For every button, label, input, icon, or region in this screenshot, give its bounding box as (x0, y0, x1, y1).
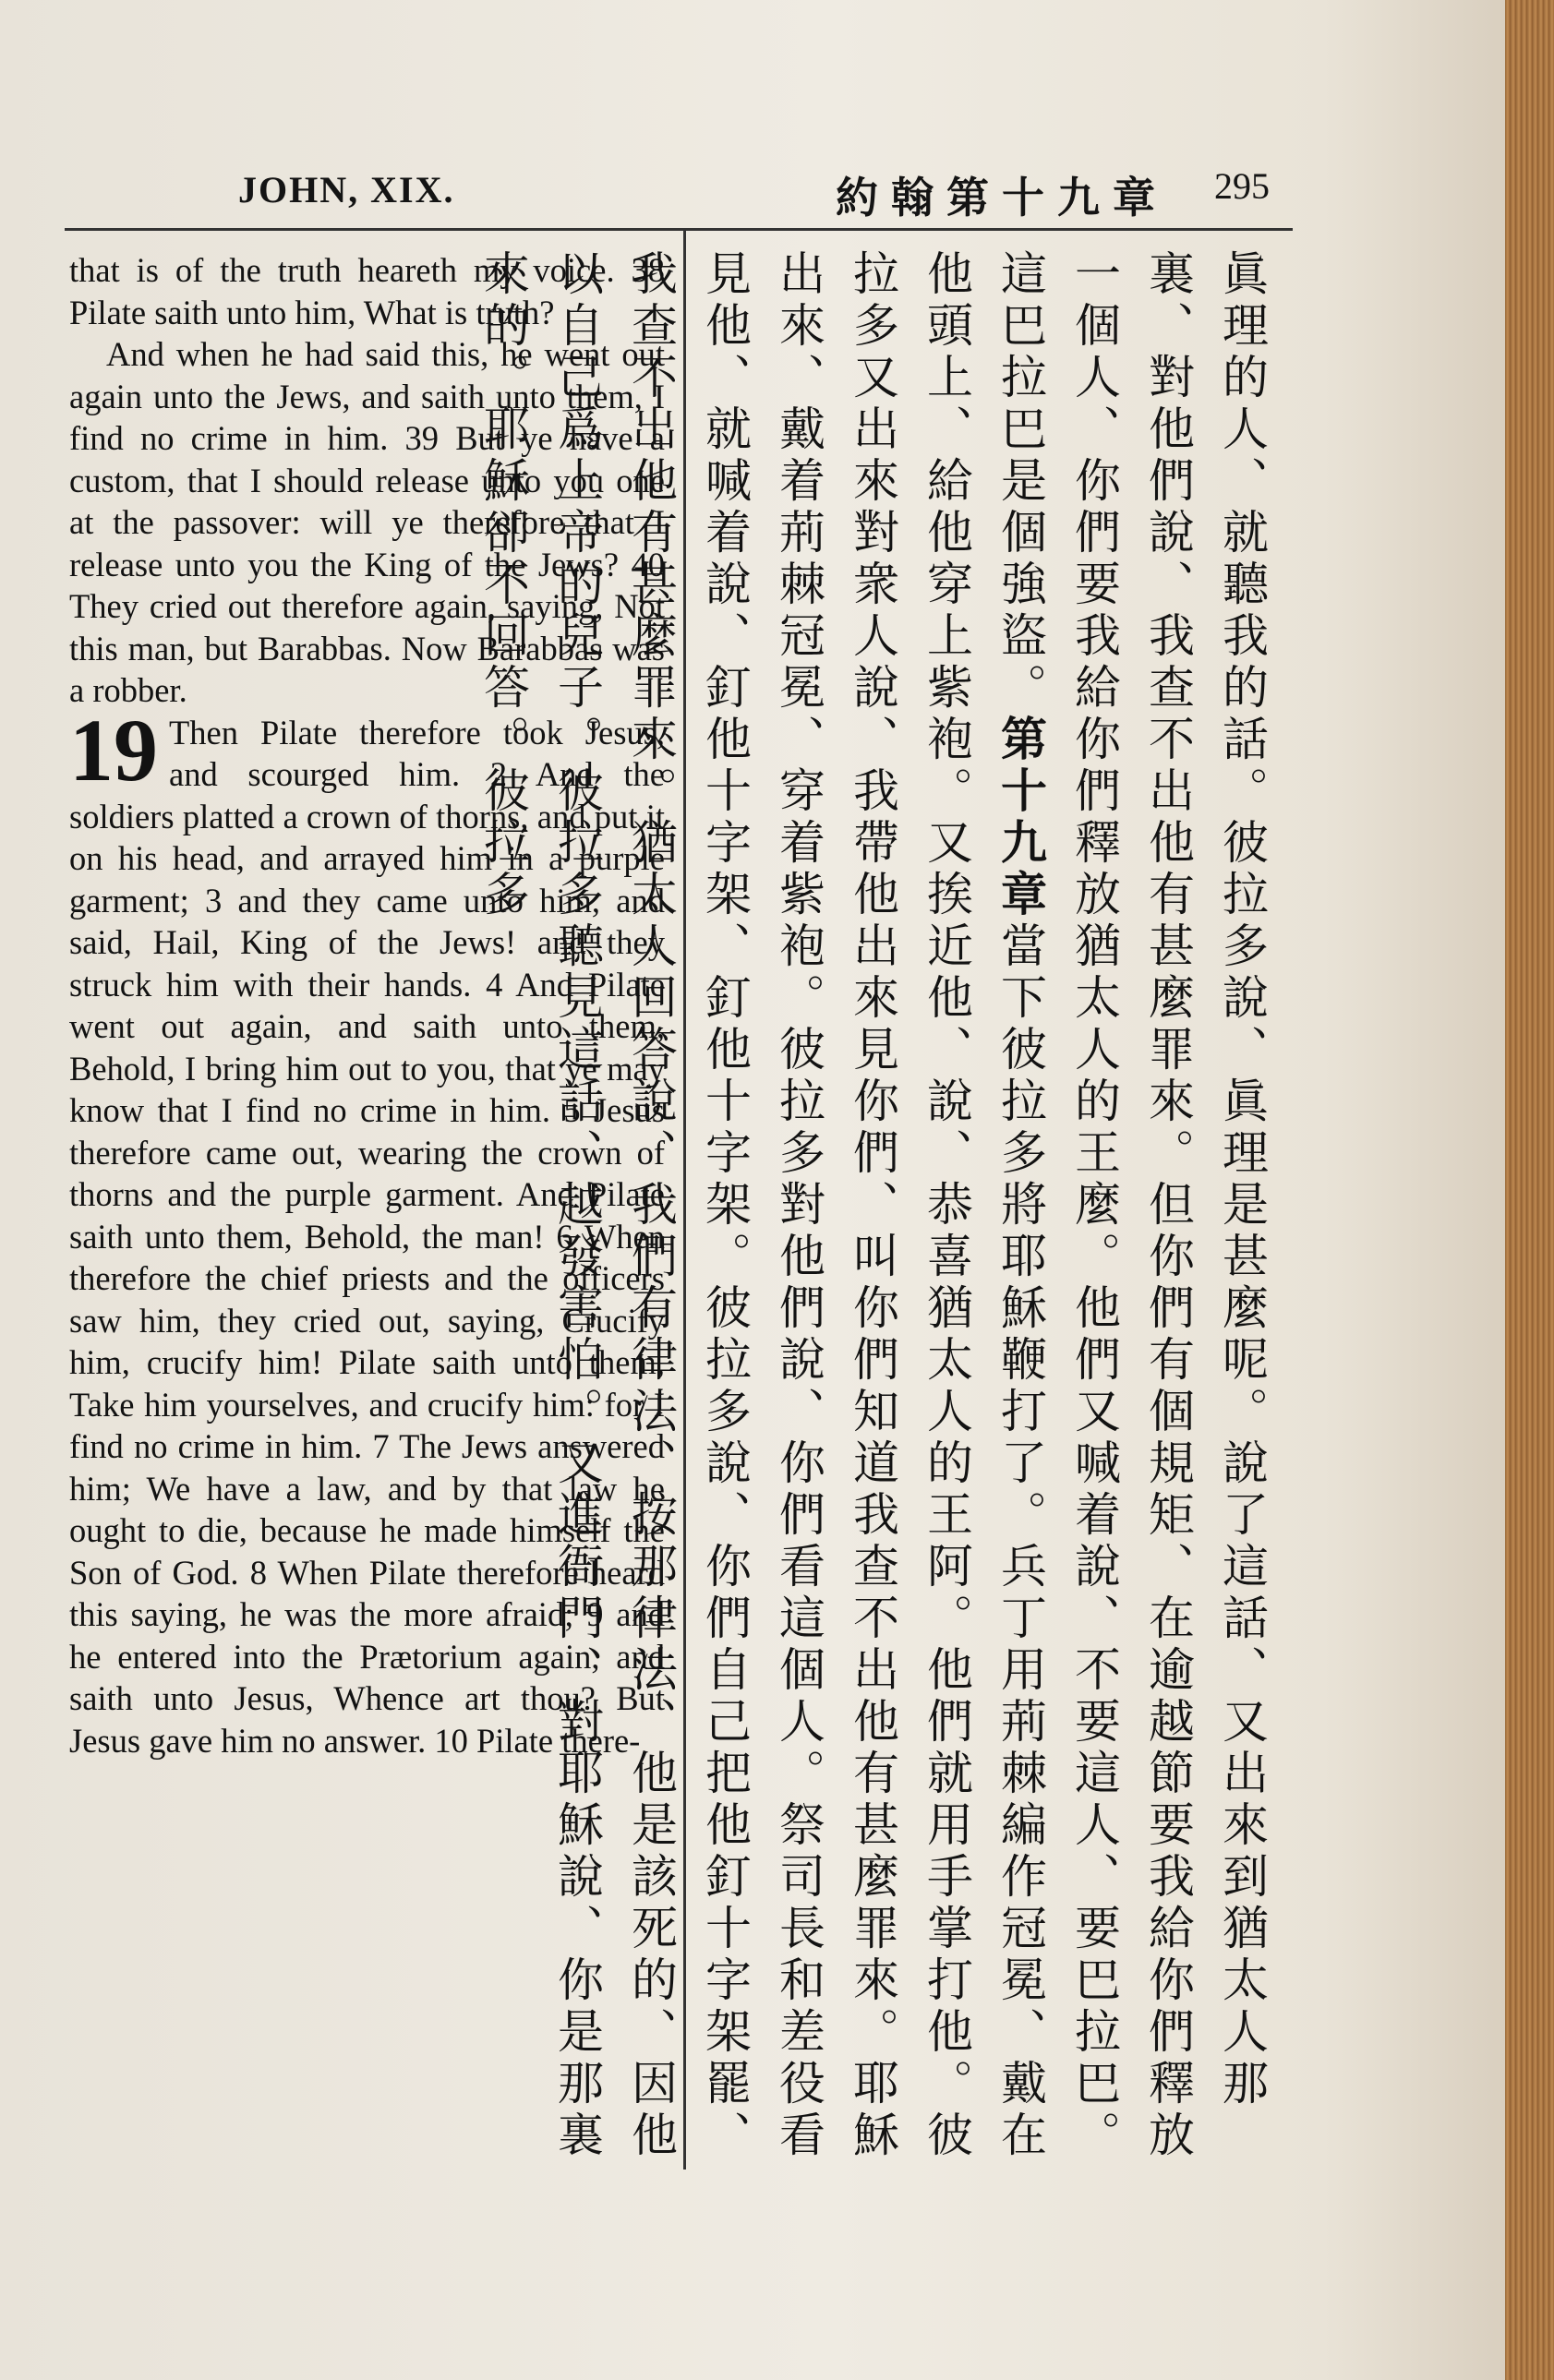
header-rule (65, 228, 1293, 231)
book-page-edge (1505, 0, 1554, 2380)
running-head-chinese: 約翰第十九章 (836, 173, 1168, 222)
chinese-text: 當下彼拉多將耶穌鞭打了。兵丁用荊棘編作冠冕、戴在他頭上、給他穿上紫袍。又挨近他、說、恭喜猶太人的王阿。他們就用手掌打他。彼拉多又出來對衆人說、我帶他出來見你們、叫你們知道我查不出他有甚麼罪來。耶穌出來、戴着荊棘冠冕、穿着紫袍。彼拉多對他們說、你們看這個人。祭司長和差役看見他、就喊着說、釘他十字架、釘他十字架。彼拉多說、你們自己把他釘十字架罷、我查不出他有甚麼罪來。猶太人回答說、我們有律法、按那律法、他是該死的、因他以自己爲上帝的兒子。彼拉多聽見這話、越發害怕。又進衙門、對耶穌說、你是那裏來的。耶穌卻不回答。彼拉多 (476, 249, 1047, 2162)
chinese-text-column (476, 249, 1279, 2170)
english-paragraph-text: Then Pilate therefore took Jesus, and scourged him. 2 And the soldiers platted a crown of thorns, and put it on his head, and arrayed him in a purple garment; 3 and they came unto him, and said, Hail, King of the Jews! and they struck him with their hands. 4 And Pilate went out again, and saith unto them, Behold, I bring him out to you, that ye may know that I find no crime in him. 5 Jesus therefore came out, wearing the crown of thorns and the purple garment. And Pilate saith unto them, Behold, the man! 6 When therefore the chief priests and the officers saw him, they cried out, saying, Crucify him, crucify him! Pilate saith unto them, Take him yourselves, and crucify him: for I find no crime in him. 7 The Jews answered him; We have a law, and by that law he ought to die, because he made himself the Son of God. 8 When Pilate therefore heard this saying, he was the more afraid; 9 and he entered into the Prætorium again, and saith unto Jesus, Whence art thou? But Jesus gave him no answer. 10 Pilate there- (69, 713, 665, 1760)
chinese-chapter-heading: 第十九章 (994, 715, 1047, 921)
english-paragraph: And when he had said this, he went out again unto the Jews, and saith unto them, I find no crime in him. 39 But ye have a custom, that I should release unto you one at the passover: will ye therefore that I release unto you the King of the Jews? 40 They cried out therefore again, saying, Not this man, but Barabbas. Now Barabbas was a robber. (69, 335, 665, 709)
chinese-text: 眞理的人、就聽我的話。彼拉多說、眞理是甚麼呢。說了這話、又出來到猶太人那裏、對他們說、我查不出他有甚麼罪來。但你們有個規矩、在逾越節要我給你們釋放一個人、你們要我給你們釋放猶太人的王麼。他們又喊着說、不要這人、要巴拉巴。這巴拉巴是個強盜。 (994, 249, 1269, 2162)
running-head-english: JOHN, XIX. (238, 169, 455, 210)
page-number: 295 (1214, 165, 1270, 207)
chapter-number-dropcap: 19 (69, 700, 158, 799)
english-paragraph: that is of the truth heareth my voice. 38 Pilate saith unto him, What is truth? (69, 251, 665, 331)
page-header (0, 157, 1505, 222)
